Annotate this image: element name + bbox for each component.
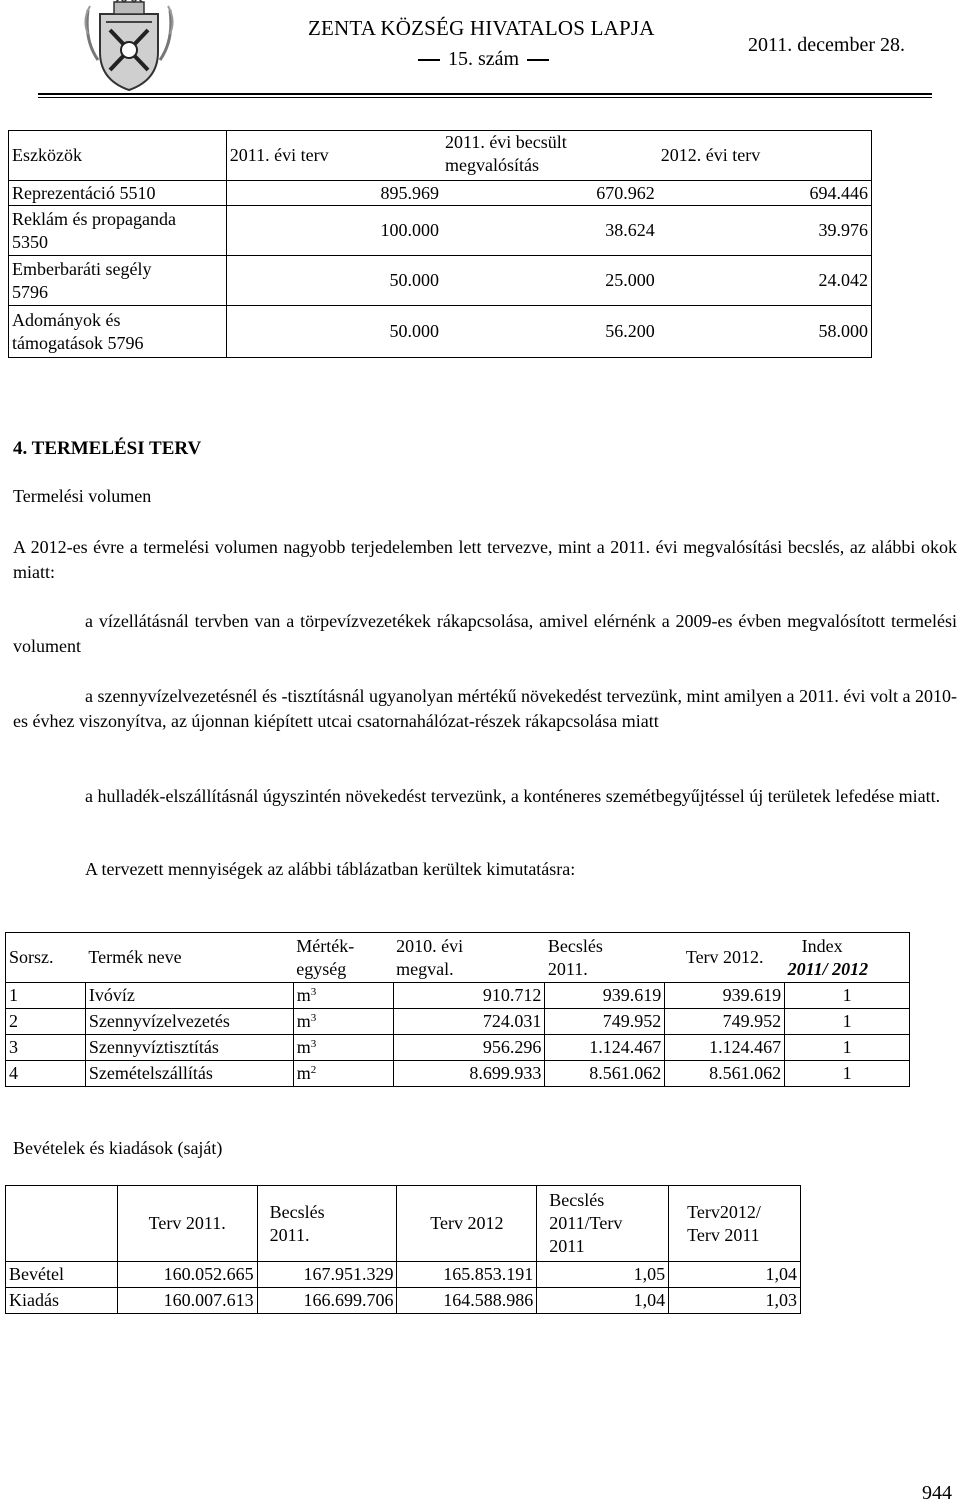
value-cell: 1.124.467 (545, 1035, 665, 1061)
value-cell: 749.952 (665, 1009, 785, 1035)
unit-cell: $m^3$ (293, 1009, 393, 1035)
unit-cell: $m^2$ (293, 1061, 393, 1087)
header-cell: Sorsz. (6, 933, 86, 983)
issue-number: 15. szám (418, 48, 549, 71)
value-cell: 724.031 (393, 1009, 545, 1035)
page-number: 944 (922, 1482, 952, 1504)
issue-date: 2011. december 28. (748, 34, 905, 56)
value-cell: 694.446 (658, 181, 872, 206)
index-cell: 1 (785, 983, 910, 1009)
header-cell: Terv2012/ Terv 2011 (669, 1186, 801, 1262)
value-cell: 167.951.329 (257, 1262, 397, 1288)
value-cell: 38.624 (442, 206, 658, 256)
index-cell: 1 (785, 1009, 910, 1035)
section-heading: Bevételek és kiadások (saját) (13, 1138, 223, 1158)
header-cell: 2010. évi megval. (393, 933, 545, 983)
production-table (5, 932, 910, 1087)
value-cell: 910.712 (393, 983, 545, 1009)
header-rule-thin (38, 97, 932, 98)
section-heading: 4. TERMELÉSI TERV (13, 438, 202, 459)
header-cell: Mérték- egység (293, 933, 393, 983)
value-cell: 160.007.613 (117, 1288, 257, 1314)
section-subheading: Termelési volumen (13, 486, 152, 506)
publication-title: ZENTA KÖZSÉG HIVATALOS LAPJA (308, 16, 655, 40)
table-row (6, 983, 910, 1009)
paragraph: A tervezett mennyiségek az alábbi táblázatban kerültek kimutatásra: (85, 859, 576, 879)
value-cell: 1,03 (669, 1288, 801, 1314)
value-cell: 166.699.706 (257, 1288, 397, 1314)
header-rule (38, 93, 932, 95)
value-cell: 670.962 (442, 181, 658, 206)
value-cell: 1,04 (669, 1262, 801, 1288)
header-cell: Terv 2012. (665, 933, 785, 983)
product-name: Szennyvízelvezetés (85, 1009, 293, 1035)
table-row (9, 306, 872, 358)
value-cell: 8.699.933 (393, 1061, 545, 1087)
row-label: Reklám és propaganda 5350 (9, 206, 227, 256)
value-cell: 39.976 (658, 206, 872, 256)
header-cell: Becslés 2011/Terv 2011 (537, 1186, 669, 1262)
value-cell: 8.561.062 (665, 1061, 785, 1087)
value-cell: 50.000 (226, 306, 442, 358)
value-cell: 24.042 (658, 256, 872, 306)
header-cell: Index 2011/ 2012 (785, 933, 910, 983)
value-cell: 939.619 (665, 983, 785, 1009)
index-cell: 1 (785, 1035, 910, 1061)
header-cell: 2012. évi terv (658, 131, 872, 181)
table-row (6, 1061, 910, 1087)
product-name: Szennyvíztisztítás (85, 1035, 293, 1061)
value-cell: 164.588.986 (397, 1288, 537, 1314)
header-cell: Terv 2012 (397, 1186, 537, 1262)
paragraph: a szennyvízelvezetésnél és -tisztításnál ugyanolyan mértékű növekedést tervezünk, mint amilyen a 2011. évi volt a 2010-es évhez viszonyítva, az újonnan kiépített utcai csatornahálózat-részek rákapcsolása miatt (13, 686, 957, 731)
product-name: Szemételszállítás (85, 1061, 293, 1087)
assets-table (8, 130, 872, 358)
table-header-row (6, 933, 910, 983)
header-cell: 2011. évi terv (226, 131, 442, 181)
row-number: 3 (6, 1035, 86, 1061)
value-cell: 58.000 (658, 306, 872, 358)
header-cell: Terv 2011. (117, 1186, 257, 1262)
unit-cell: $m^3$ (293, 983, 393, 1009)
budget-table (5, 1185, 801, 1314)
value-cell: 165.853.191 (397, 1262, 537, 1288)
value-cell: 895.969 (226, 181, 442, 206)
product-name: Ivóvíz (85, 983, 293, 1009)
row-label: Emberbaráti segély 5796 (9, 256, 227, 306)
value-cell: 939.619 (545, 983, 665, 1009)
row-number: 1 (6, 983, 86, 1009)
value-cell: 56.200 (442, 306, 658, 358)
paragraph: a vízellátásnál tervben van a törpevízvezetékek rákapcsolása, amivel elérnénk a 2009-es évben megvalósított termelési volument (13, 611, 957, 656)
index-cell: 1 (785, 1061, 910, 1087)
value-cell: 50.000 (226, 256, 442, 306)
value-cell: 956.296 (393, 1035, 545, 1061)
table-row (9, 256, 872, 306)
value-cell: 25.000 (442, 256, 658, 306)
table-header-row (6, 1186, 801, 1262)
value-cell: 8.561.062 (545, 1061, 665, 1087)
header-cell: Becslés 2011. (257, 1186, 397, 1262)
value-cell: 1,05 (537, 1262, 669, 1288)
value-cell: 1.124.467 (665, 1035, 785, 1061)
table-row (9, 181, 872, 206)
paragraph: A 2012-es évre a termelési volumen nagyobb terjedelemben lett tervezve, mint a 2011. évi megvalósítási becslés, az alábbi okok miatt: (13, 537, 957, 582)
row-label: Bevétel (6, 1262, 118, 1288)
table-header-row (9, 131, 872, 181)
unit-cell: $m^3$ (293, 1035, 393, 1061)
row-number: 2 (6, 1009, 86, 1035)
paragraph: a hulladék-elszállításnál úgyszintén növekedést tervezünk, a konténeres szemétbegyűjtéssel új területek lefedése miatt. (85, 786, 941, 806)
table-row (6, 1288, 801, 1314)
value-cell: 1,04 (537, 1288, 669, 1314)
row-label: Kiadás (6, 1288, 118, 1314)
row-label: Reprezentáció 5510 (9, 181, 227, 206)
value-cell: 100.000 (226, 206, 442, 256)
table-row (6, 1262, 801, 1288)
row-label: Adományok és támogatások 5796 (9, 306, 227, 358)
coat-of-arms-logo (80, 0, 178, 94)
value-cell: 749.952 (545, 1009, 665, 1035)
header-cell (6, 1186, 118, 1262)
table-row (6, 1009, 910, 1035)
table-row (6, 1035, 910, 1061)
header-cell: Eszközök (9, 131, 227, 181)
table-row (9, 206, 872, 256)
row-number: 4 (6, 1061, 86, 1087)
header-cell: 2011. évi becsült megvalósítás (442, 131, 658, 181)
value-cell: 160.052.665 (117, 1262, 257, 1288)
header-cell: Termék neve (85, 933, 293, 983)
header-cell: Becslés 2011. (545, 933, 665, 983)
